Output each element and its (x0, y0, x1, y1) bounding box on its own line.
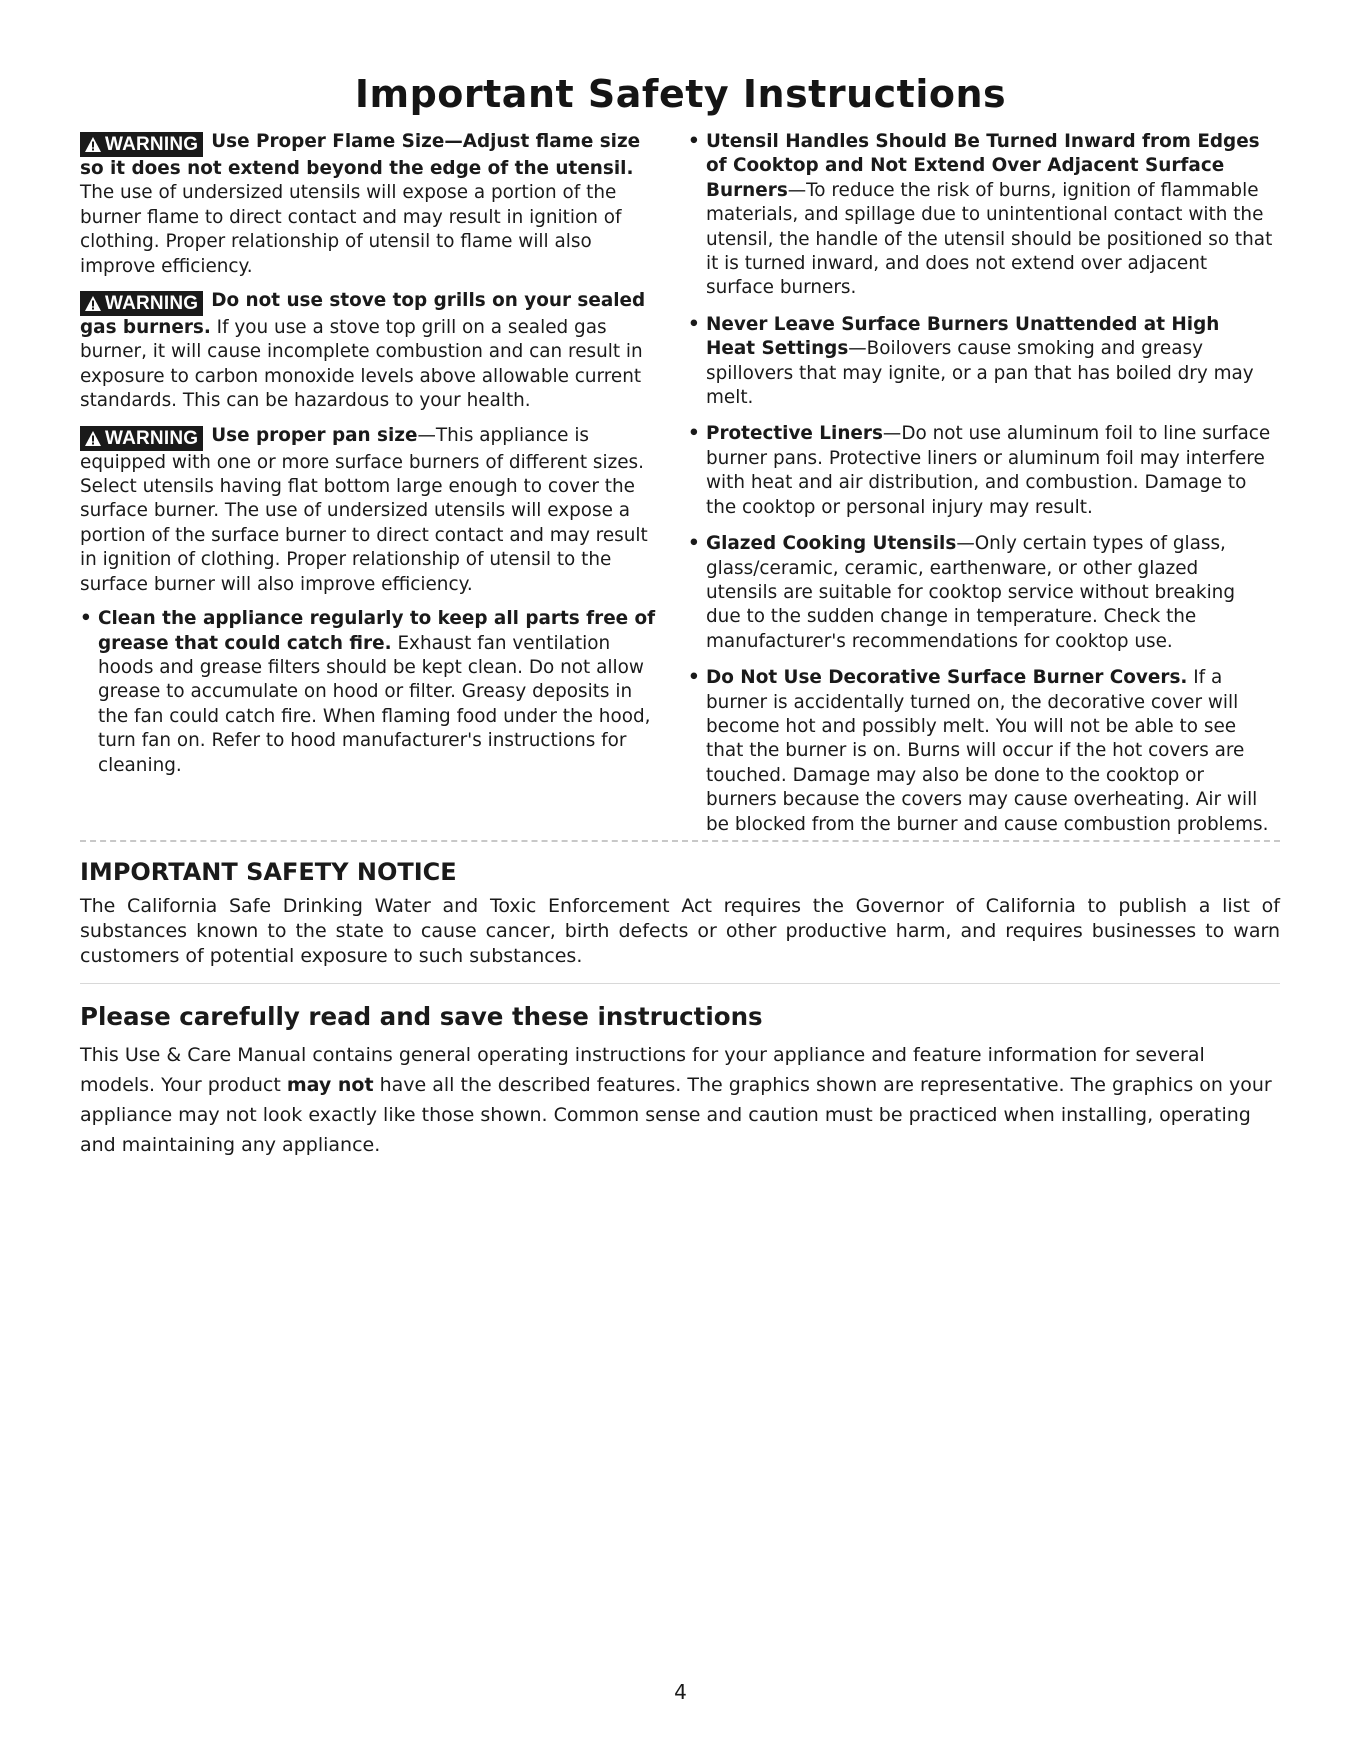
warning-badge (80, 426, 203, 451)
bullet-clean-appliance (80, 607, 660, 778)
bullet-text: —Do not use aluminum foil to line surface burner pans. Protective liners or aluminum foil may interfere with heat and air distribution, and combustion. Damage to the cooktop or personal injury may result. (706, 423, 1271, 518)
warning-flame-size (80, 130, 660, 279)
bullet-text: If a burner is accidentally turned on, the decorative cover will become hot and possibly melt. You will not be able to see that the burner is on. Burns will occur if the hot covers are touched. Damage may also be done to the cooktop or burners because the covers may cause overheating. Air will be blocked from the burner and cause combustion problems. (706, 667, 1269, 835)
read-body-text: This Use & Care Manual contains general operating instructions for your appliance and feature information for several models. Your product (80, 1044, 1205, 1096)
warning-pan-size (80, 424, 660, 597)
section-divider (80, 983, 1280, 984)
warning-text: If you use a stove top grill on a sealed gas burner, it will cause incomplete combustion and can result in exposure to carbon monoxide levels above allowable current standards. This can be hazardous to your health. (80, 317, 643, 412)
warning-heading: Use Proper Flame Size—Adjust flame size so it does not extend beyond the edge of the utensil. (80, 131, 641, 179)
page-number: 4 (674, 1680, 687, 1704)
read-body-emphasis: may not (286, 1074, 374, 1096)
warning-label: WARNING (105, 427, 199, 449)
bullet-heading: Do Not Use Decorative Surface Burner Covers. (706, 667, 1188, 689)
bullet-icon: • (688, 313, 700, 335)
bullet-text: —Boilovers cause smoking and greasy spillovers that may ignite, or a pan that has boiled dry may melt. (706, 338, 1254, 409)
read-save-body (80, 1040, 1280, 1160)
warning-label: WARNING (105, 134, 199, 155)
bullet-text: —Only certain types of glass, glass/ceramic, ceramic, earthenware, or other glazed utensils are suitable for cooktop service without breaking due to the sudden change in temperature. Check the manufacturer's recommendations for cooktop use. (706, 533, 1236, 652)
bullet-icon: • (688, 533, 700, 555)
bullet-heading: Protective Liners (706, 423, 883, 445)
warning-stove-top-grills (80, 289, 660, 414)
warning-heading: Use proper pan size (211, 424, 418, 446)
read-body-text: have all the described features. The graphics shown are representative. The graphics on your appliance may not look exactly like those shown. Common sense and caution must be practiced when installing, operating and maintaining any appliance. (80, 1074, 1272, 1156)
warning-heading: Do not use stove top grills on your sealed gas burners. (80, 290, 646, 339)
warning-badge (80, 291, 203, 316)
read-save-title: Please carefully read and save these instructions (80, 1002, 763, 1031)
section-divider (80, 840, 1280, 842)
bullet-icon: • (688, 423, 700, 445)
bullet-heading: Utensil Handles Should Be Turned Inward from Edges of Cooktop and Not Extend Over Adjacent Surface Burners (706, 131, 1260, 201)
bullet-heading: Glazed Cooking Utensils (706, 533, 957, 555)
bullet-icon: • (688, 667, 700, 689)
notice-body: The California Safe Drinking Water and Toxic Enforcement Act requires the Governor of California to publish a list of substances known to the state to cause cancer, birth defects or other productive harm, and requires businesses to warn customers of potential exposure to such substances. (80, 895, 1280, 967)
bullet-icon: • (688, 131, 700, 152)
left-column (80, 130, 660, 788)
warning-triangle-icon (84, 430, 102, 447)
bullet-protective-liners (688, 422, 1274, 520)
page-title: Important Safety Instructions (354, 72, 1007, 116)
warning-text: —This appliance is equipped with one or more surface burners of different sizes. Select utensils having flat bottom large enough to cover the surface burner. The use of undersized utensils will expose a portion of the surface burner to direct contact and may result in ignition of clothing. Proper relationship of utensil to the surface burner will also improve efficiency. (80, 424, 648, 595)
warning-triangle-icon (84, 136, 102, 153)
warning-badge (80, 132, 203, 157)
bullet-glazed-utensils (688, 532, 1274, 654)
bullet-unattended-burners (688, 313, 1274, 411)
right-column (688, 130, 1274, 849)
bullet-heading: Never Leave Surface Burners Unattended at High Heat Settings (706, 313, 1220, 360)
bullet-text: Exhaust fan ventilation hoods and grease filters should be kept clean. Do not allow grease to accumulate on hood or filter. Greasy deposits in the fan could catch fire. When flaming food under the hood, turn fan on. Refer to hood manufacturer's instructions for cleaning. (98, 632, 651, 776)
safety-columns (80, 130, 1280, 835)
warning-text: The use of undersized utensils will expose a portion of the burner flame to direct contact and may result in ignition of clothing. Proper relationship of utensil to flame will also improve efficiency. (80, 182, 622, 277)
bullet-icon: • (80, 608, 92, 630)
warning-triangle-icon (84, 295, 102, 312)
bullet-utensil-handles (688, 130, 1274, 301)
notice-title: IMPORTANT SAFETY NOTICE (80, 858, 457, 886)
warning-label: WARNING (105, 293, 199, 315)
bullet-heading: Clean the appliance regularly to keep all parts free of grease that could catch fire. (98, 608, 656, 654)
bullet-text: —To reduce the risk of burns, ignition of flammable materials, and spillage due to unintentional contact with the utensil, the handle of the utensil should be positioned so that it is turned inward, and does not extend over adjacent surface burners. (706, 179, 1273, 299)
bullet-decorative-covers (688, 666, 1274, 837)
